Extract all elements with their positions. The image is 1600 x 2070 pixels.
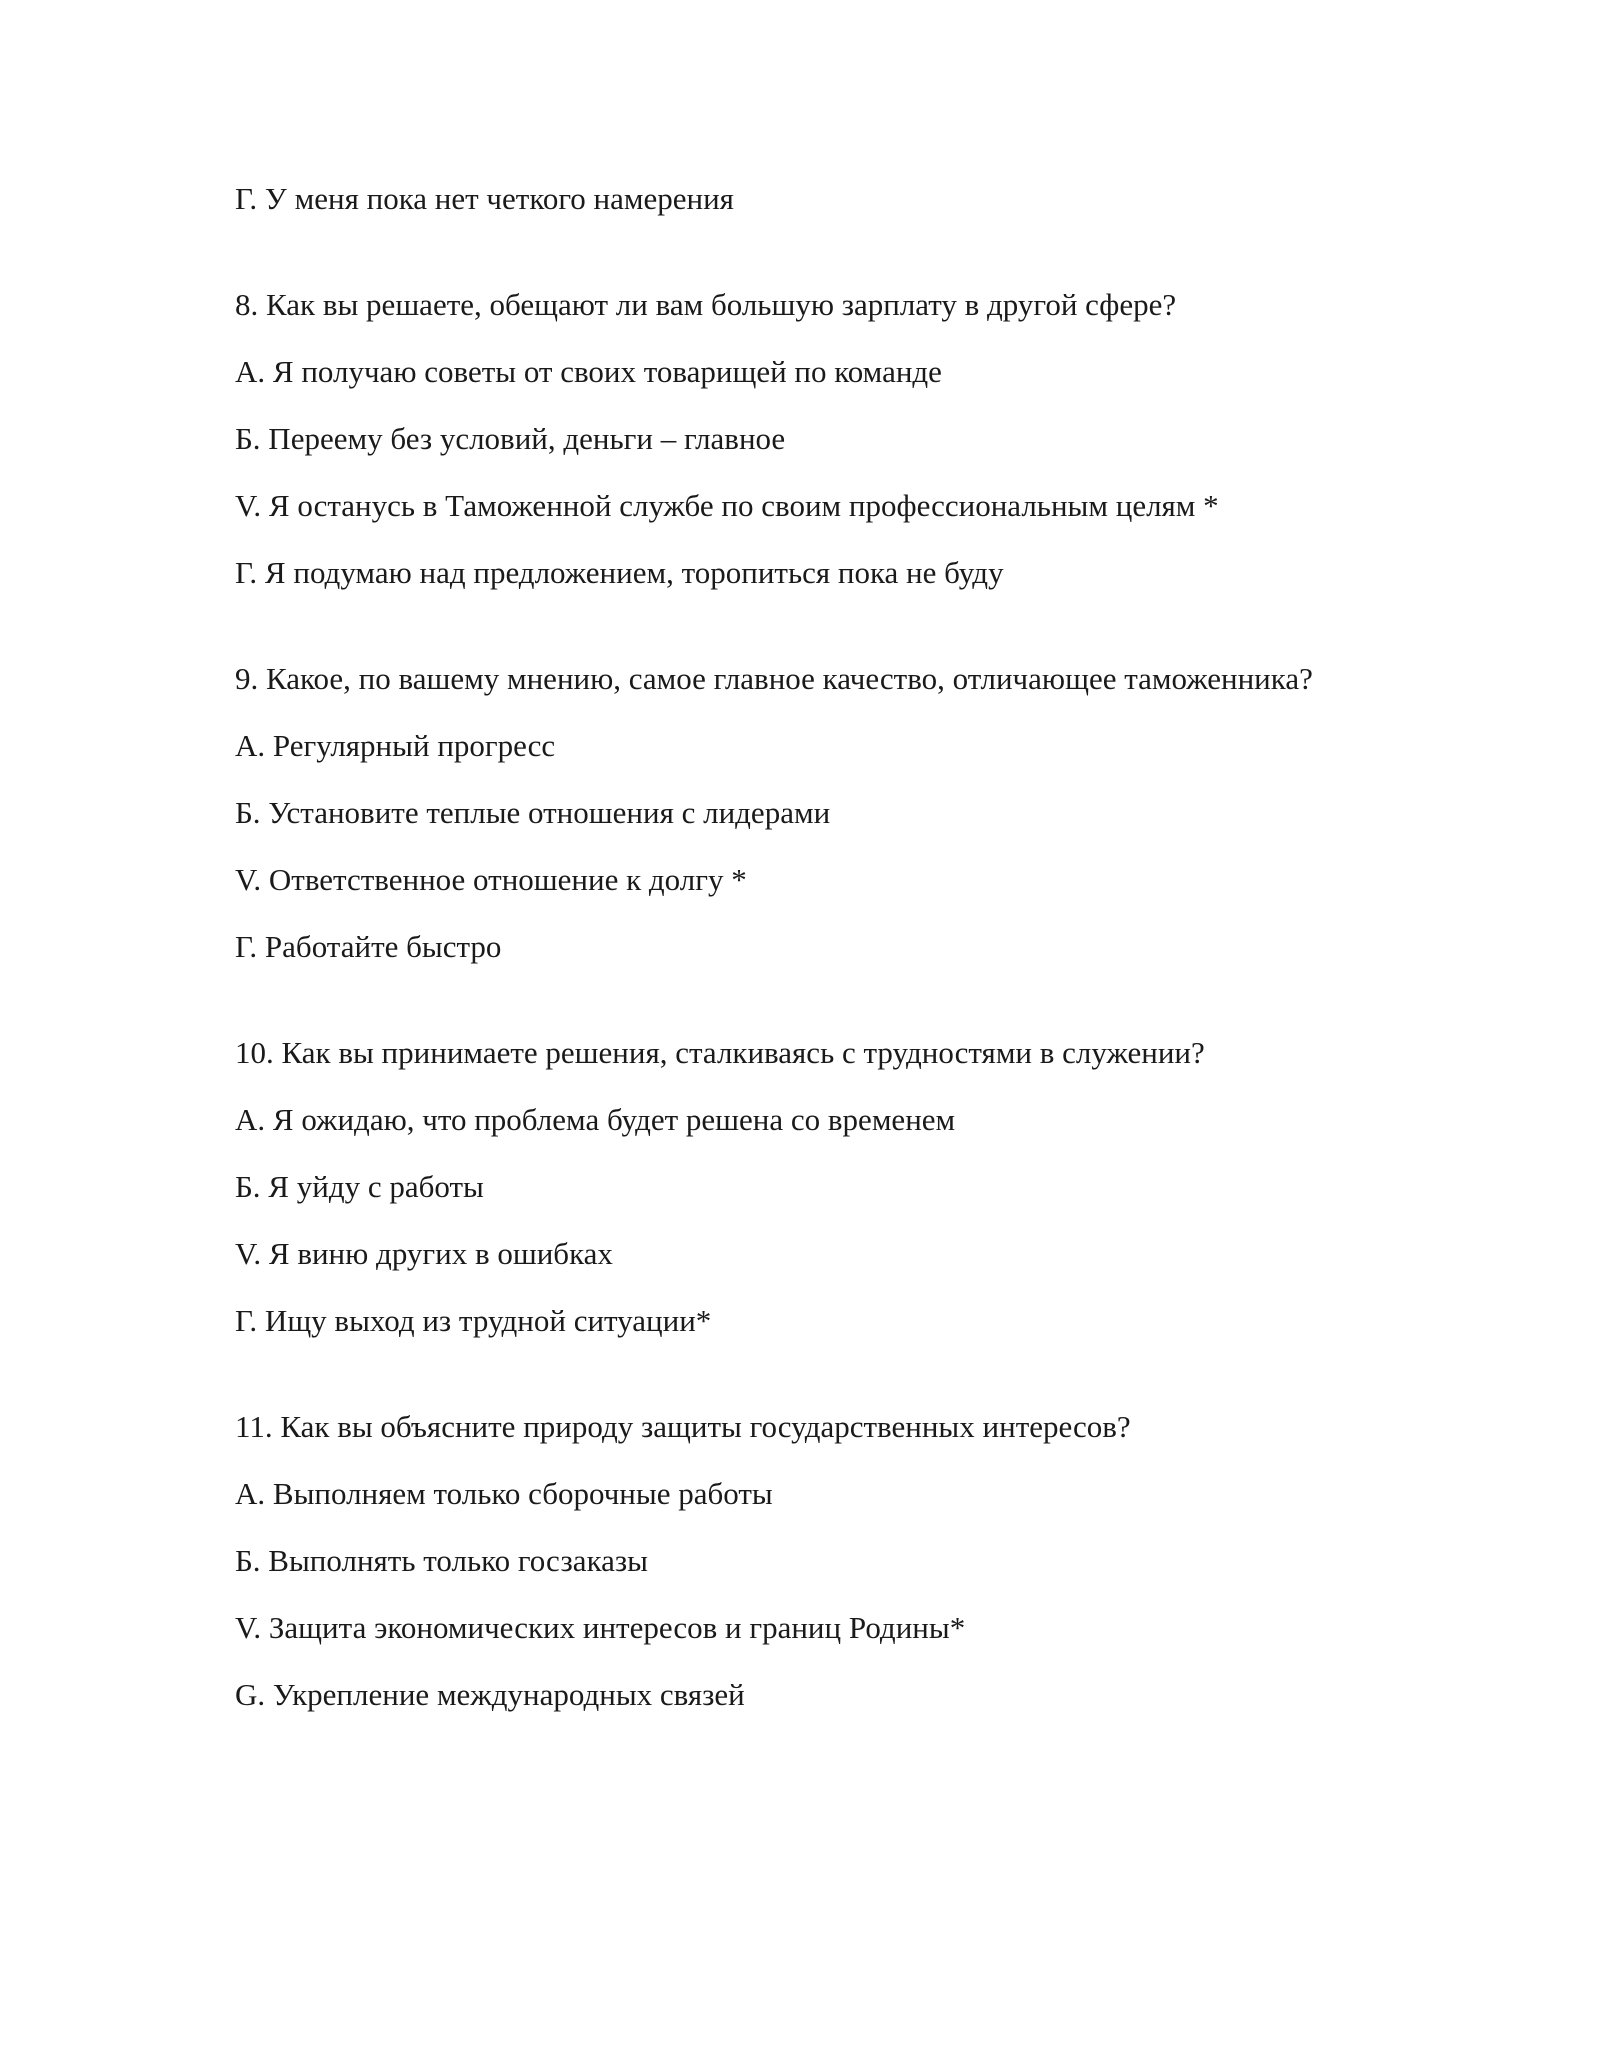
question-8-option-v: V. Я останусь в Таможенной службе по своим профессиональным целям *	[235, 488, 1219, 523]
question-11-option-b: Б. Выполнять только госзаказы	[235, 1543, 648, 1578]
question-11-option-v: V. Защита экономических интересов и границ Родины*	[235, 1610, 966, 1645]
question-8-title: 8. Как вы решаете, обещают ли вам большую зарплату в другой сфере?	[235, 287, 1177, 322]
question-8-option-a: А. Я получаю советы от своих товарищей по команде	[235, 354, 942, 389]
question-11-option-a: А. Выполняем только сборочные работы	[235, 1476, 773, 1511]
question-9-option-a: А. Регулярный прогресс	[235, 728, 556, 763]
answer-option: Г. У меня пока нет четкого намерения	[235, 181, 734, 216]
question-11-option-g: G. Укрепление международных связей	[235, 1677, 745, 1712]
question-11-title: 11. Как вы объясните природу защиты государственных интересов?	[235, 1409, 1131, 1444]
question-10-option-g: Г. Ищу выход из трудной ситуации*	[235, 1303, 712, 1338]
document-body	[235, 180, 1435, 1743]
question-10-option-a: А. Я ожидаю, что проблема будет решена со временем	[235, 1102, 956, 1137]
question-9-title: 9. Какое, по вашему мнению, самое главное качество, отличающее таможенника?	[235, 661, 1313, 696]
question-9-option-b: Б. Установите теплые отношения с лидерами	[235, 795, 831, 830]
question-8-option-b: Б. Переему без условий, деньги – главное	[235, 421, 786, 456]
question-10-option-b: Б. Я уйду с работы	[235, 1169, 484, 1204]
question-10-option-v: V. Я виню других в ошибках	[235, 1236, 613, 1271]
question-10-title: 10. Как вы принимаете решения, сталкиваясь с трудностями в служении?	[235, 1035, 1205, 1070]
question-9-option-v: V. Ответственное отношение к долгу *	[235, 862, 747, 897]
question-9-option-g: Г. Работайте быстро	[235, 929, 502, 964]
question-8-option-g: Г. Я подумаю над предложением, торопиться пока не буду	[235, 555, 1004, 590]
